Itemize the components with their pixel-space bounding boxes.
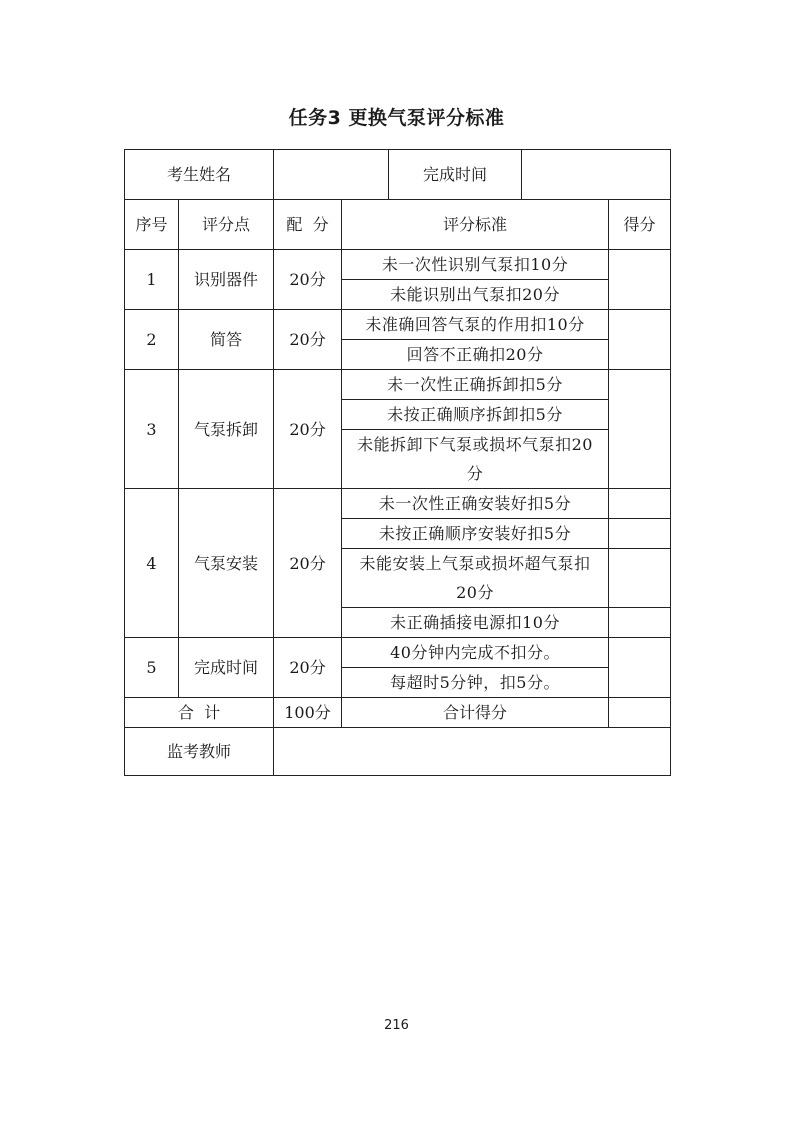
- table-row: [125, 638, 671, 668]
- completion-time-label: 完成时间: [389, 150, 522, 200]
- table-row: [125, 489, 671, 519]
- table-row: [125, 250, 671, 280]
- row-points: 20分: [274, 370, 342, 489]
- row-index: 3: [125, 370, 179, 489]
- total-score-field[interactable]: [609, 698, 671, 728]
- row-item: 气泵安装: [179, 489, 274, 638]
- row-score-field[interactable]: [609, 489, 671, 519]
- student-name-field[interactable]: [274, 150, 389, 200]
- row-points: 20分: [274, 250, 342, 310]
- row-criterion: 未按正确顺序安装好扣5分: [342, 519, 609, 549]
- total-score-label: 合计得分: [342, 698, 609, 728]
- row-score-field[interactable]: [609, 638, 671, 698]
- row-index: 4: [125, 489, 179, 638]
- row-score-field[interactable]: [609, 608, 671, 638]
- row-item: 完成时间: [179, 638, 274, 698]
- row-points: 20分: [274, 489, 342, 638]
- scoring-table: [124, 149, 671, 776]
- column-header-criteria: 评分标准: [342, 200, 609, 250]
- row-criterion: 未按正确顺序拆卸扣5分: [342, 400, 609, 430]
- row-criterion: 未能安装上气泵或损坏超气泵扣20分: [342, 549, 609, 608]
- row-item: 气泵拆卸: [179, 370, 274, 489]
- total-label: 合 计: [125, 698, 274, 728]
- row-criterion: 未能拆卸下气泵或损坏气泵扣20分: [342, 430, 609, 489]
- row-criterion: 未正确插接电源扣10分: [342, 608, 609, 638]
- page-number: 216: [384, 1018, 409, 1033]
- row-item: 简答: [179, 310, 274, 370]
- supervisor-row: [125, 728, 671, 776]
- row-score-field[interactable]: [609, 310, 671, 370]
- row-criterion: 未一次性识别气泵扣10分: [342, 250, 609, 280]
- row-points: 20分: [274, 638, 342, 698]
- row-criterion: 每超时5分钟，扣5分。: [342, 668, 609, 698]
- row-item: 识别器件: [179, 250, 274, 310]
- supervisor-label: 监考教师: [125, 728, 274, 776]
- row-criterion: 回答不正确扣20分: [342, 340, 609, 370]
- row-score-field[interactable]: [609, 549, 671, 608]
- row-index: 1: [125, 250, 179, 310]
- total-points: 100分: [274, 698, 342, 728]
- row-score-field[interactable]: [609, 370, 671, 489]
- row-criterion: 40分钟内完成不扣分。: [342, 638, 609, 668]
- row-criterion: 未准确回答气泵的作用扣10分: [342, 310, 609, 340]
- row-index: 5: [125, 638, 179, 698]
- row-criterion: 未一次性正确安装好扣5分: [342, 489, 609, 519]
- column-header-scoring-point: 评分点: [179, 200, 274, 250]
- total-row: [125, 698, 671, 728]
- student-name-label: 考生姓名: [125, 150, 274, 200]
- completion-time-field[interactable]: [522, 150, 671, 200]
- table-row: [125, 370, 671, 400]
- row-criterion: 未一次性正确拆卸扣5分: [342, 370, 609, 400]
- column-header-row: [125, 200, 671, 250]
- column-header-score: 得分: [609, 200, 671, 250]
- row-points: 20分: [274, 310, 342, 370]
- row-index: 2: [125, 310, 179, 370]
- column-header-points: 配 分: [274, 200, 342, 250]
- student-info-row: [125, 150, 671, 200]
- supervisor-field[interactable]: [274, 728, 671, 776]
- page-title: 任务3 更换气泵评分标准: [288, 107, 505, 129]
- column-header-index: 序号: [125, 200, 179, 250]
- row-score-field[interactable]: [609, 519, 671, 549]
- row-criterion: 未能识别出气泵扣20分: [342, 280, 609, 310]
- table-row: [125, 310, 671, 340]
- row-score-field[interactable]: [609, 250, 671, 310]
